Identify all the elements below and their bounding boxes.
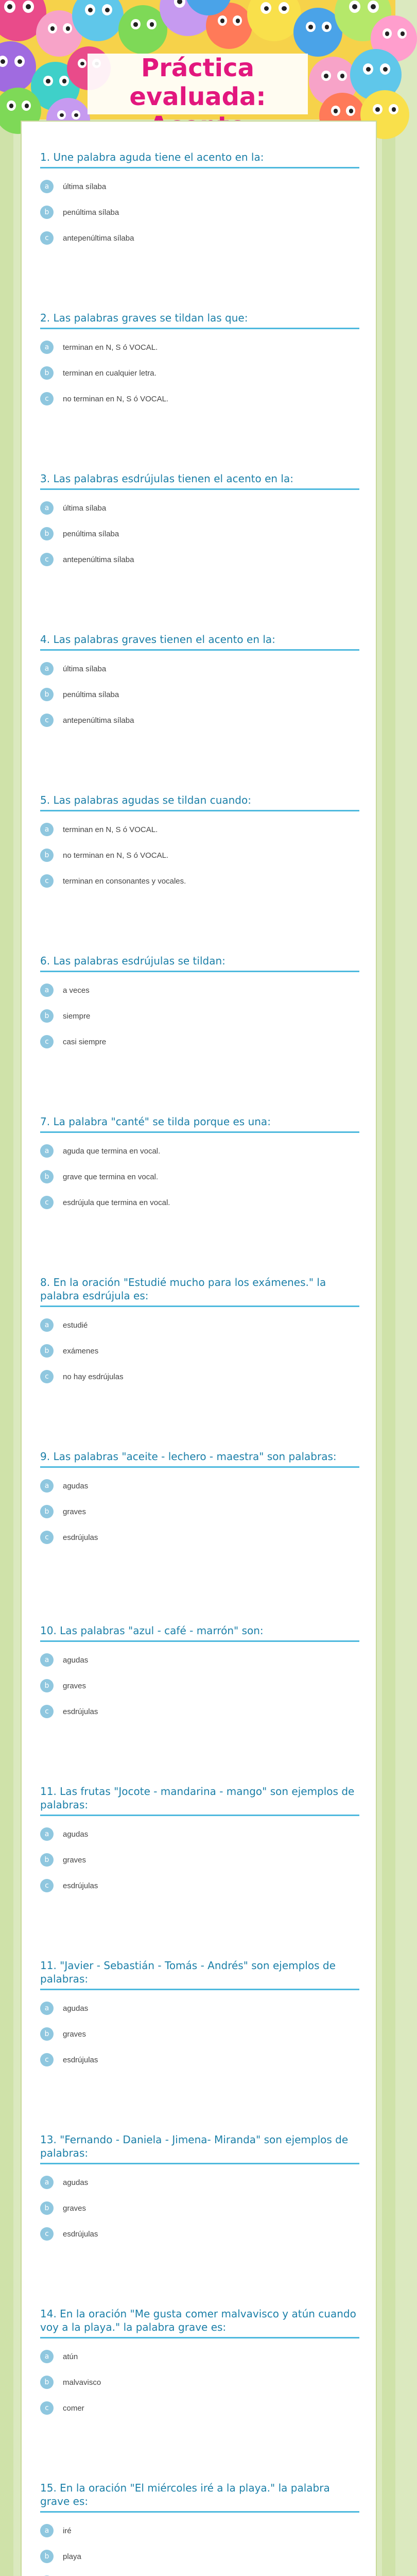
answer-option[interactable] [40, 707, 359, 733]
option-letter-badge: a [40, 823, 54, 836]
answer-option[interactable] [40, 1003, 359, 1029]
worksheet [21, 121, 377, 2576]
question-block [40, 1624, 359, 1724]
right-margin [382, 0, 395, 2576]
option-letter-badge: c [40, 392, 54, 405]
question-block [40, 1115, 359, 1215]
header-banner [0, 0, 395, 120]
option-letter-badge: a [40, 1827, 54, 1841]
answer-option[interactable] [40, 199, 359, 225]
option-letter-badge: c [40, 2227, 54, 2241]
answer-option[interactable] [40, 2047, 359, 2073]
option-letter-badge: b [40, 849, 54, 862]
question-block [40, 311, 359, 412]
option-text: no terminan en N, S ó VOCAL. [63, 394, 169, 403]
option-text: penúltima sílaba [63, 208, 119, 217]
option-letter-badge: b [40, 1853, 54, 1867]
answer-option[interactable] [40, 868, 359, 894]
answer-option[interactable] [40, 1499, 359, 1524]
question-title: 13. "Fernando - Daniela - Jimena- Miranda" son ejemplos de palabras: [40, 2133, 359, 2164]
option-text: playa [63, 2552, 81, 2561]
option-text: casi siempre [63, 1037, 107, 1046]
answer-option[interactable] [40, 1995, 359, 2021]
option-text: graves [63, 1507, 86, 1516]
option-letter-badge: c [40, 231, 54, 245]
option-letter-badge: a [40, 1479, 54, 1493]
option-letter-badge: a [40, 984, 54, 997]
answer-option[interactable] [40, 1312, 359, 1338]
option-letter-badge: a [40, 2350, 54, 2363]
option-letter-badge: c [40, 553, 54, 566]
option-letter-badge: b [40, 527, 54, 540]
answer-option[interactable] [40, 386, 359, 412]
answer-option[interactable] [40, 2170, 359, 2195]
answer-option[interactable] [40, 2569, 359, 2576]
answer-option[interactable] [40, 1473, 359, 1499]
answer-option[interactable] [40, 1699, 359, 1724]
option-text: esdrújulas [63, 2055, 98, 2064]
option-letter-badge: b [40, 366, 54, 380]
question-title: 3. Las palabras esdrújulas tienen el acento en la: [40, 472, 359, 490]
option-letter-badge: a [40, 341, 54, 354]
question-block [40, 472, 359, 572]
option-text: iré [63, 2526, 72, 2535]
option-text: siempre [63, 1011, 91, 1021]
question-title: 7. La palabra "canté" se tilda porque es una: [40, 1115, 359, 1133]
question-title: 11. "Javier - Sebastián - Tomás - Andrés" son ejemplos de palabras: [40, 1959, 359, 1990]
option-text: terminan en cualquier letra. [63, 368, 157, 378]
option-letter-badge: c [40, 1879, 54, 1892]
option-text: no terminan en N, S ó VOCAL. [63, 851, 169, 860]
option-text: terminan en consonantes y vocales. [63, 876, 186, 886]
option-text: última sílaba [63, 664, 107, 673]
question-title: 1. Une palabra aguda tiene el acento en la: [40, 150, 359, 168]
option-text: terminan en N, S ó VOCAL. [63, 343, 158, 352]
option-letter-badge: b [40, 2201, 54, 2215]
option-text: grave que termina en vocal. [63, 1172, 159, 1181]
option-text: antepenúltima sílaba [63, 716, 134, 725]
emoji-face-icon [247, 0, 301, 41]
option-text: última sílaba [63, 503, 107, 513]
answer-option[interactable] [40, 1338, 359, 1364]
option-text: graves [63, 2029, 86, 2039]
option-letter-badge: c [40, 1531, 54, 1544]
question-title: 5. Las palabras agudas se tildan cuando: [40, 793, 359, 811]
option-text: graves [63, 2204, 86, 2213]
answer-option[interactable] [40, 334, 359, 360]
option-letter-badge: b [40, 1344, 54, 1358]
option-text: antepenúltima sílaba [63, 233, 134, 243]
option-letter-badge: c [40, 1370, 54, 1383]
question-title: 8. En la oración "Estudié mucho para los exámenes." la palabra esdrújula es: [40, 1276, 359, 1307]
answer-option[interactable] [40, 1364, 359, 1389]
answer-option[interactable] [40, 2344, 359, 2369]
question-block [40, 150, 359, 251]
answer-option[interactable] [40, 1821, 359, 1847]
option-text: no hay esdrújulas [63, 1372, 124, 1381]
option-letter-badge: b [40, 2376, 54, 2389]
answer-option[interactable] [40, 682, 359, 707]
option-letter-badge: c [40, 714, 54, 727]
option-text: agudas [63, 1655, 89, 1665]
answer-option[interactable] [40, 2195, 359, 2221]
answer-option[interactable] [40, 842, 359, 868]
answer-option[interactable] [40, 2395, 359, 2421]
question-title: 14. En la oración "Me gusta comer malvavisco y atún cuando voy a la playa." la palabra grave es: [40, 2307, 359, 2338]
option-letter-badge: a [40, 1144, 54, 1158]
option-text: penúltima sílaba [63, 529, 119, 538]
option-text: comer [63, 2403, 84, 2413]
option-text: terminan en N, S ó VOCAL. [63, 825, 158, 834]
option-letter-badge: b [40, 1505, 54, 1518]
option-letter-badge: a [40, 501, 54, 515]
question-title: 10. Las palabras "azul - café - marrón" son: [40, 1624, 359, 1642]
option-letter-badge: b [40, 1170, 54, 1183]
option-text: estudié [63, 1320, 88, 1330]
answer-option[interactable] [40, 817, 359, 842]
question-title: 4. Las palabras graves tienen el acento en la: [40, 633, 359, 651]
option-text: esdrújulas [63, 2229, 98, 2239]
answer-option[interactable] [40, 1847, 359, 1873]
option-letter-badge: a [40, 2524, 54, 2537]
question-block [40, 793, 359, 894]
option-letter-badge: c [40, 1705, 54, 1718]
question-block [40, 2307, 359, 2421]
answer-option[interactable] [40, 521, 359, 547]
question-block [40, 1959, 359, 2073]
option-letter-badge: a [40, 2002, 54, 2015]
answer-option[interactable] [40, 547, 359, 572]
answer-option[interactable] [40, 2369, 359, 2395]
option-letter-badge: b [40, 688, 54, 701]
option-text: esdrújulas [63, 1533, 98, 1542]
option-letter-badge: b [40, 206, 54, 219]
answer-option[interactable] [40, 2518, 359, 2544]
option-text: esdrújula que termina en vocal. [63, 1198, 170, 1207]
question-title: 9. Las palabras "aceite - lechero - maestra" son palabras: [40, 1450, 359, 1468]
answer-option[interactable] [40, 360, 359, 386]
option-text: a veces [63, 986, 90, 995]
answer-option[interactable] [40, 1647, 359, 1673]
option-text: agudas [63, 2004, 89, 2013]
answer-option[interactable] [40, 1164, 359, 1190]
option-text: agudas [63, 2178, 89, 2187]
page-title [88, 54, 308, 114]
option-letter-badge: a [40, 662, 54, 675]
option-text: antepenúltima sílaba [63, 555, 134, 564]
option-text: agudas [63, 1481, 89, 1490]
answer-option[interactable] [40, 1673, 359, 1699]
answer-option[interactable] [40, 225, 359, 251]
option-letter-badge: c [40, 1196, 54, 1209]
answer-option[interactable] [40, 1138, 359, 1164]
option-text: graves [63, 1855, 86, 1865]
option-letter-badge: c [40, 874, 54, 888]
question-block [40, 1276, 359, 1389]
option-letter-badge: b [40, 2550, 54, 2563]
option-text: agudas [63, 1829, 89, 1839]
question-block [40, 1785, 359, 1899]
answer-option[interactable] [40, 1190, 359, 1215]
option-letter-badge: a [40, 1318, 54, 1332]
option-text: esdrújulas [63, 1881, 98, 1890]
option-text: penúltima sílaba [63, 690, 119, 699]
option-text: última sílaba [63, 182, 107, 191]
option-text: atún [63, 2352, 78, 2361]
answer-option[interactable] [40, 2021, 359, 2047]
question-block [40, 2133, 359, 2247]
question-title: 6. Las palabras esdrújulas se tildan: [40, 954, 359, 972]
question-title: 15. En la oración "El miércoles iré a la playa." la palabra grave es: [40, 2481, 359, 2513]
question-block [40, 633, 359, 733]
option-text: graves [63, 1681, 86, 1690]
option-text: exámenes [63, 1346, 99, 1355]
option-text: esdrújulas [63, 1707, 98, 1716]
option-letter-badge: a [40, 1653, 54, 1667]
answer-option[interactable] [40, 1029, 359, 1055]
question-title: 11. Las frutas "Jocote - mandarina - mango" son ejemplos de palabras: [40, 1785, 359, 1816]
option-letter-badge: c [40, 2053, 54, 2066]
answer-option[interactable] [40, 2221, 359, 2247]
answer-option[interactable] [40, 656, 359, 682]
answer-option[interactable] [40, 977, 359, 1003]
option-letter-badge: c [40, 1035, 54, 1048]
question-title: 2. Las palabras graves se tildan las que: [40, 311, 359, 329]
option-letter-badge: c [40, 2401, 54, 2415]
question-block [40, 2481, 359, 2576]
option-text: malvavisco [63, 2378, 101, 2387]
question-block [40, 954, 359, 1055]
option-letter-badge: a [40, 2176, 54, 2189]
answer-option[interactable] [40, 1524, 359, 1550]
option-letter-badge: a [40, 180, 54, 193]
answer-option[interactable] [40, 2544, 359, 2569]
option-letter-badge: b [40, 1009, 54, 1023]
answer-option[interactable] [40, 174, 359, 199]
option-text: aguda que termina en vocal. [63, 1146, 161, 1156]
option-letter-badge: b [40, 2027, 54, 2041]
left-margin [0, 0, 13, 2576]
option-letter-badge: b [40, 1679, 54, 1692]
title-line-1: Práctica evaluada: [129, 54, 266, 111]
answer-option[interactable] [40, 1873, 359, 1899]
question-block [40, 1450, 359, 1550]
answer-option[interactable] [40, 495, 359, 521]
